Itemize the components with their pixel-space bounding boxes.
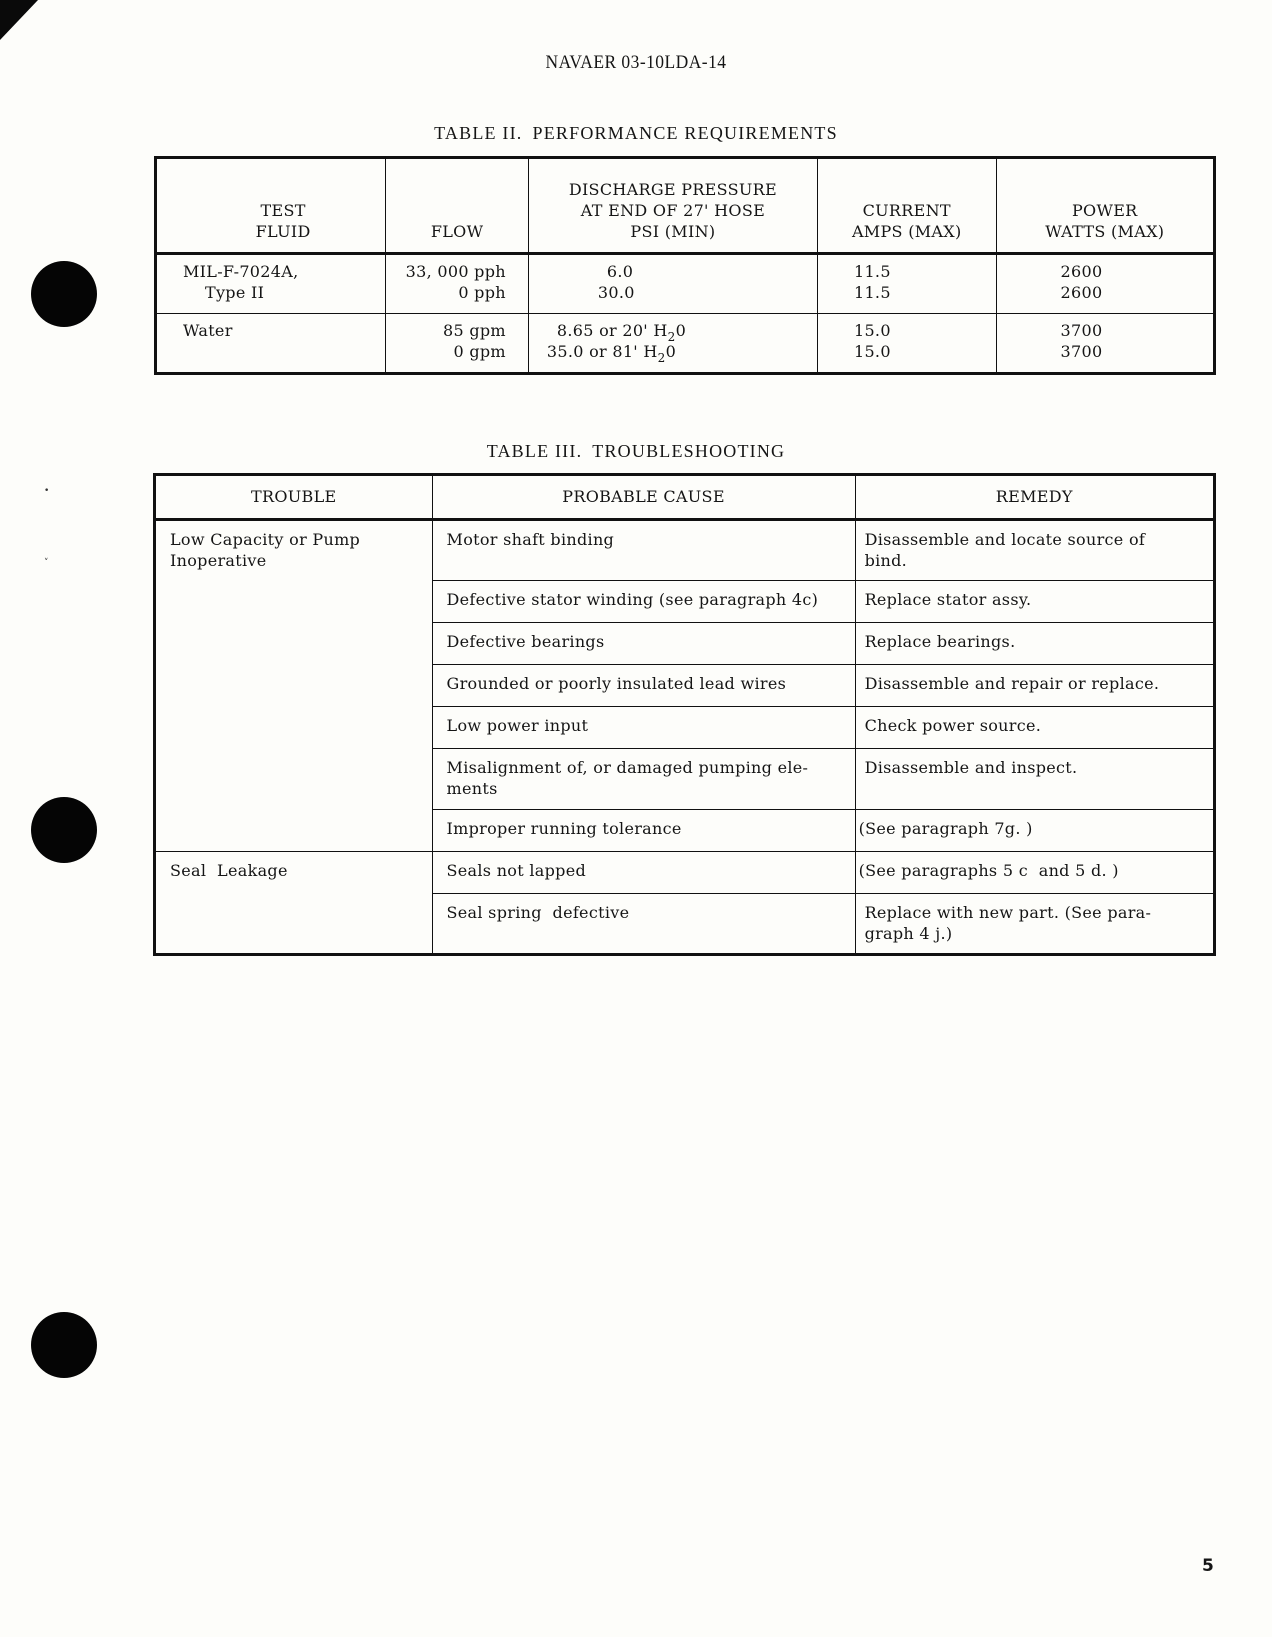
cell-remedy [855,894,1214,955]
binder-hole-bottom [31,1312,97,1378]
column-header-power [996,158,1214,254]
cell-line: Seals not lapped [446,861,587,880]
cell-flow [386,314,529,374]
cell-line: 3700 [1060,321,1103,340]
cell-line: Disassemble and repair or replace. [864,674,1160,693]
cell-test-fluid [156,314,386,374]
table-row [156,254,1215,314]
pressure-text: 35.0 or 81' H [546,342,658,361]
cell-test-fluid [156,254,386,314]
cell-line: Disassemble and locate source of [864,530,1146,549]
cell-line: Replace with new part. (See para- [864,903,1152,922]
cell-line: 11.5 [853,283,891,302]
cell-line: graph 4 j.) [864,924,953,943]
column-header-trouble: TROUBLE [155,475,433,520]
scan-corner-fold [0,0,38,40]
cell-line: Improper running tolerance [446,819,682,838]
performance-requirements-table [154,156,1216,375]
cell-line: Misalignment of, or damaged pumping ele- [446,758,809,777]
cell-line: 2600 [1060,262,1103,281]
cell-line: Defective stator winding (see paragraph 4c) [446,590,819,609]
table-row [156,314,1215,374]
header-line: DISCHARGE PRESSURE [568,180,778,199]
cell-probable-cause [432,852,855,894]
cell-line: Low Capacity or Pump [170,530,361,549]
cell-probable-cause [432,520,855,581]
cell-line: 0 pph [458,283,506,302]
cell-remedy [855,520,1214,581]
cell-line: ments [446,779,498,798]
cell-remedy [855,707,1214,749]
header-line: FLOW [430,222,484,241]
binder-hole-middle [31,797,97,863]
cell-line: 6.0 [606,262,634,281]
cell-line: Type II [205,283,265,302]
table-iii-title [0,441,1272,462]
header-line: FLUID [255,222,311,241]
cell-line: 33, 000 pph [405,262,506,281]
cell-probable-cause [432,810,855,852]
cell-line: (See paragraph 7g. ) [858,819,1033,838]
cell-power [996,254,1214,314]
header-line: PSI (MIN) [630,222,716,241]
header-line: WATTS (MAX) [1045,222,1165,241]
cell-remedy [855,749,1214,810]
binder-hole-top [31,261,97,327]
cell-line: Disassemble and inspect. [864,758,1078,777]
cell-probable-cause [432,623,855,665]
table-ii-title-text: PERFORMANCE REQUIREMENTS [532,123,838,143]
table-iii-title-prefix: TABLE III. [486,441,583,461]
cell-line: (See paragraphs 5 c and 5 d. ) [858,861,1119,880]
cell-line: Defective bearings [446,632,605,651]
page-number: 5 [1202,1556,1214,1576]
cell-line [547,320,817,344]
scan-speck: • [44,486,50,496]
cell-line: Inoperative [170,551,267,570]
cell-probable-cause [432,707,855,749]
cell-probable-cause [432,894,855,955]
column-header-current [817,158,996,254]
cell-remedy [855,623,1214,665]
column-header-remedy: REMEDY [855,475,1214,520]
cell-trouble [155,520,433,852]
cell-line: 85 gpm [442,321,506,340]
cell-current [817,254,996,314]
cell-line: Seal spring defective [446,903,630,922]
column-header-probable-cause: PROBABLE CAUSE [432,475,855,520]
header-line: POWER [1071,201,1138,220]
cell-trouble [155,852,433,955]
column-header-discharge-pressure [528,158,817,254]
cell-line: Replace bearings. [864,632,1016,651]
pressure-tail: 0 [675,321,687,340]
cell-line: Check power source. [864,716,1042,735]
cell-probable-cause [432,665,855,707]
header-line: TEST [260,201,306,220]
table-iii-title-text: TROUBLESHOOTING [592,441,786,461]
cell-remedy [855,665,1214,707]
pressure-text: 8.65 or 20' H [556,321,668,340]
cell-line: Seal Leakage [170,861,288,880]
subscript: 2 [657,351,666,365]
table-ii-title-prefix: TABLE II. [434,123,523,143]
cell-power [996,314,1214,374]
document-number: NAVAER 03-10LDA-14 [545,52,727,73]
header-line: AMPS (MAX) [851,222,962,241]
cell-line: Grounded or poorly insulated lead wires [446,674,787,693]
cell-line: Low power input [446,716,589,735]
column-header-flow [386,158,529,254]
cell-line: Motor shaft binding [446,530,615,549]
cell-line [546,341,817,365]
cell-line: 15.0 [853,321,891,340]
cell-discharge-pressure [528,314,817,374]
cell-probable-cause [432,581,855,623]
table-row [155,520,1215,581]
cell-line: 3700 [1060,342,1103,361]
cell-line: MIL-F-7024A, [183,262,299,281]
cell-line: 15.0 [853,342,891,361]
cell-line: Replace stator assy. [864,590,1032,609]
pressure-tail: 0 [665,342,677,361]
cell-current [817,314,996,374]
subscript: 2 [667,330,676,344]
cell-line: 30.0 [597,283,635,302]
cell-line: Water [183,321,233,340]
cell-line: 2600 [1060,283,1103,302]
table-header-row [156,158,1215,254]
troubleshooting-table [153,473,1216,956]
table-row [155,852,1215,894]
table-header-row [155,475,1215,520]
cell-flow [386,254,529,314]
cell-discharge-pressure [528,254,817,314]
table-ii-title [0,123,1272,144]
header-line: CURRENT [862,201,951,220]
cell-probable-cause [432,749,855,810]
cell-remedy [855,581,1214,623]
column-header-test-fluid [156,158,386,254]
cell-remedy [855,810,1214,852]
cell-line: 0 gpm [453,342,506,361]
cell-line: bind. [864,551,908,570]
header-line: AT END OF 27' HOSE [580,201,766,220]
cell-line: 11.5 [853,262,891,281]
scan-speck: ˅ [44,558,49,568]
cell-remedy [855,852,1214,894]
